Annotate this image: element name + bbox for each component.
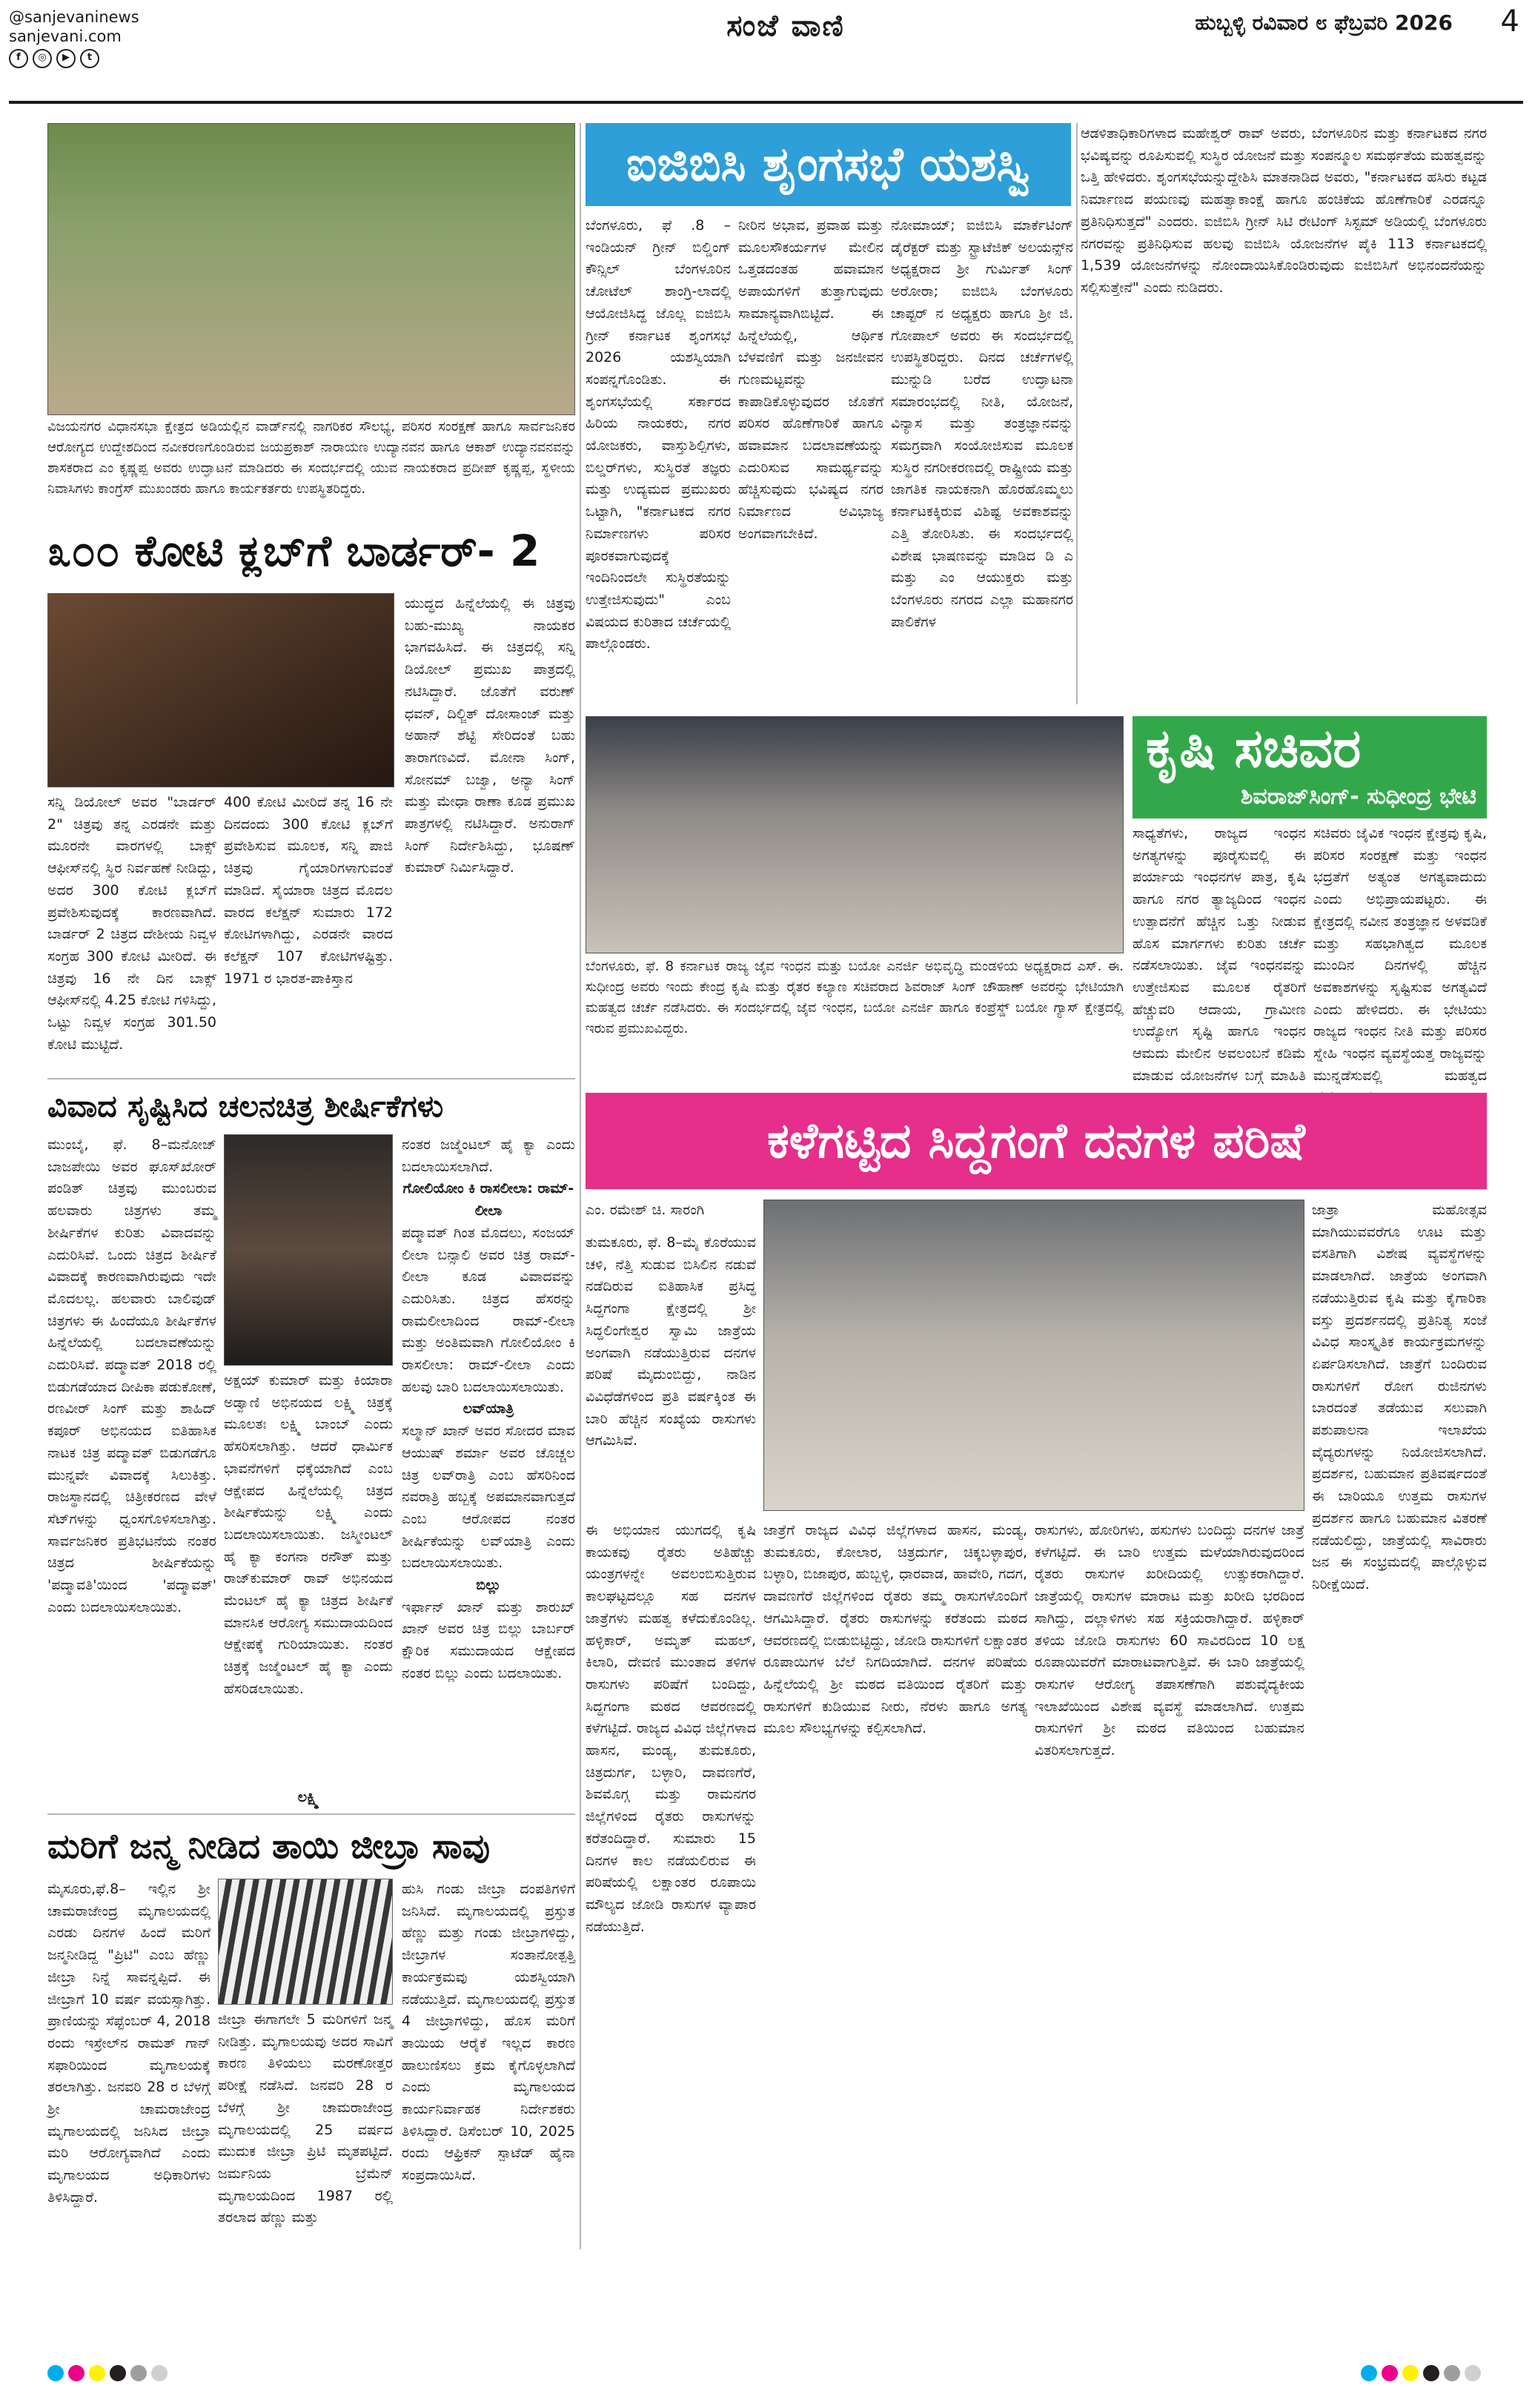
registration-dot: [1402, 2365, 1419, 2381]
registration-dot: [89, 2365, 105, 2381]
twitter-icon[interactable]: t: [80, 49, 99, 68]
newspaper-logo: ಸಂಜೆ ವಾಣಿ: [726, 9, 845, 43]
krishi-meeting-photo: [586, 716, 1124, 953]
border2-column-2: 400 ಕೋಟಿ ಮೀರಿದೆ ತನ್ನ 16 ನೇ ದಿನದಂದು 300 ಕೋಟಿ ಕ್ಲಬ್‌ಗೆ ಪ್ರವೇಶಿಸುವ ಮೂಲಕ, ಸನ್ನಿ ಪಾಜಿ ಚಿತ್ರವು ಗೈಯಾರಿಗಳಾಗುವಂತೆ ಮಾಡಿದೆ. ಸೈಯಾರಾ ಚಿತ್ರದ ಮೊದಲ ವಾರದ ಕಲೆಕ್ಷನ್ ಸುಮಾರು 172 ಕೋಟಿಗಳಾಗಿದ್ದು, ಎರಡನೇ ವಾರದ ಕಲೆಕ್ಷನ್ 107 ಕೋಟಿಗಳಷ್ಟಿತ್ತು. 1971 ರ ಭಾರತ-ಪಾಕಿಸ್ತಾನ: [224, 794, 393, 987]
siddaganga-column-1-top: ತುಮಕೂರು, ಫೆ. 8–ಮೈ ಕೊರೆಯುವ ಚಳಿ, ನೆತ್ತಿ ಸುಡುವ ಬಿಸಿಲಿನ ನಡುವೆ ನಡೆದಿರುವ ಐತಿಹಾಸಿಕ ಪ್ರಸಿದ್ಧ ಸಿದ್ದಗಂಗಾ ಕ್ಷೇತ್ರದಲ್ಲಿ ಶ್ರೀ ಸಿದ್ದಲಿಂಗೇಶ್ವರ ಸ್ವಾಮಿ ಜಾತ್ರೆಯ ಅಂಗವಾಗಿ ನಡೆಯುತ್ತಿರುವ ದನಗಳ ಪರಿಷೆ ಮೈದುಂಬಿದ್ದು, ನಾಡಿನ ವಿವಿಧೆಡೆಗಳಿಂದ ಪ್ರತಿ ವರ್ಷಕ್ಕಿಂತ ಈ ಬಾರಿ ಹೆಚ್ಚಿನ ಸಂಖ್ಯೆಯ ರಾಸುಗಳು ಆಗಮಿಸಿವೆ.: [586, 1234, 756, 1449]
krishi-headline: ಕೃಷಿ ಸಚಿವರ: [1146, 717, 1362, 779]
dateline: ಹುಬ್ಬಳ್ಳಿ ರವಿವಾರ ೮ ಫೆಬ್ರವರಿ 2026: [1195, 10, 1453, 35]
registration-dot: [1465, 2365, 1481, 2381]
section-divider: [47, 1078, 575, 1079]
krishi-subheadline: ಶಿವರಾಜ್‌ಸಿಂಗ್- ಸುಧೀಂದ್ರ ಭೇಟಿ: [1241, 784, 1476, 810]
igbc-column-2: ನೀರಿನ ಅಭಾವ, ಪ್ರವಾಹ ಮತ್ತು ಮೂಲಸೌಕರ್ಯಗಳ ಮೇಲಿನ ಒತ್ತಡದಂತಹ ಹವಾಮಾನ ಅಪಾಯಗಳಿಗೆ ತುತ್ತಾಗುವುದು ಸಾಮಾನ್ಯವಾಗಿಬಿಟ್ಟಿದೆ. ಈ ಹಿನ್ನೆಲೆಯಲ್ಲಿ, ಆರ್ಥಿಕ ಬೆಳವಣಿಗೆ ಮತ್ತು ಜನಜೀವನ ಗುಣಮಟ್ಟವನ್ನು ಕಾಪಾಡಿಕೊಳ್ಳುವುದರ ಜೊತೆಗೆ ಪರಿಸರ ಹೊಣೆಗಾರಿಕೆ ಹಾಗೂ ಹವಾಮಾನ ಬದಲಾವಣೆಯನ್ನು ಎದುರಿಸುವ ಸಾಮರ್ಥ್ಯವನ್ನು ಹೆಚ್ಚಿಸುವುದು ಭವಿಷ್ಯದ ನಗರ ನಿರ್ಮಾಣದ ಅವಿಭಾಜ್ಯ ಅಂಗವಾಗಬೇಕಿದೆ.: [738, 217, 883, 542]
krishi-headline-banner: [1133, 716, 1487, 818]
registration-dot: [1382, 2365, 1398, 2381]
siddaganga-column-3: ರಾಸುಗಳು, ಹೋರಿಗಳು, ಹಸುಗಳು ಬಂದಿದ್ದು ದನಗಳ ಜಾತ್ರೆ ಕಳೆಗಟ್ಟಿದೆ. ಈ ಬಾರಿ ಉತ್ತಮ ಮಳೆಯಾಗಿರುವುದರಿಂದ ರೈತರು ರಾಸುಗಳ ಖರೀದಿಯಲ್ಲಿ ಉತ್ಸುಕರಾಗಿದ್ದಾರೆ. ಜಾತ್ರೆಯಲ್ಲಿ ರಾಸುಗಳ ಮಾರಾಟ ಮತ್ತು ಖರೀದಿ ಭರದಿಂದ ಸಾಗಿದ್ದು, ದಲ್ಲಾಳಿಗಳು ಸಹ ಸಕ್ರಿಯರಾಗಿದ್ದಾರೆ. ಹಳ್ಳಿಕಾರ್ ತಳಿಯ ಜೋಡಿ ರಾಸುಗಳು 60 ಸಾವಿರದಿಂದ 10 ಲಕ್ಷ ರೂಪಾಯಿವರೆಗೆ ಮಾರಾಟವಾಗುತ್ತಿವೆ. ಈ ಬಾರಿ ಜಾತ್ರೆಯಲ್ಲಿ ರಾಸುಗಳ ಆರೋಗ್ಯ ತಪಾಸಣೆಗಾಗಿ ಪಶುವೈದ್ಯಕೀಯ ಇಲಾಖೆಯಿಂದ ವಿಶೇಷ ವ್ಯವಸ್ಥೆ ಮಾಡಲಾಗಿದೆ. ಉತ್ತಮ ರಾಸುಗಳಿಗೆ ಶ್ರೀ ಮಠದ ವತಿಯಿಂದ ಬಹುಮಾನ ವಿತರಿಸಲಾಗುತ್ತದೆ.: [1035, 1522, 1304, 1759]
zebra-photo: [218, 1879, 393, 2005]
instagram-icon[interactable]: ◎: [33, 49, 52, 68]
vivada-column-1: ಮುಂಬೈ, ಫೆ. 8–ಮನೋಜ್ ಬಾಜಪೇಯಿ ಅವರ ಘೂಸ್‌ಖೋರ್ ಪಂಡಿತ್ ಚಿತ್ರವು ಮುಂಬರುವ ಹಲವಾರು ಚಿತ್ರಗಳು ತಮ್ಮ ಶೀರ್ಷಿಕೆಗಳ ಕುರಿತು ವಿವಾದವನ್ನು ಎದುರಿಸಿವೆ. ಒಂದು ಚಿತ್ರದ ಶೀರ್ಷಿಕೆ ವಿವಾದಕ್ಕೆ ಕಾರಣವಾಗಿರುವುದು ಇದೇ ಮೊದಲಲ್ಲ. ಹಲವಾರು ಬಾಲಿವುಡ್ ಚಿತ್ರಗಳು ಈ ಹಿಂದೆಯೂ ಶೀರ್ಷಿಕೆಗಳ ಹಿನ್ನೆಲೆಯಲ್ಲಿ ಬದಲಾವಣೆಯನ್ನು ಎದುರಿಸಿವೆ. ಪದ್ಮಾವತ್ 2018 ರಲ್ಲಿ ಬಿಡುಗಡೆಯಾದ ದೀಪಿಕಾ ಪಡುಕೋಣೆ, ರಣವೀರ್ ಸಿಂಗ್ ಮತ್ತು ಶಾಹಿದ್ ಕಪೂರ್ ಅಭಿನಯದ ಐತಿಹಾಸಿಕ ನಾಟಕ ಚಿತ್ರ ಪದ್ಮಾವತ್ ಬಿಡುಗಡೆಗೂ ಮುನ್ನವೇ ವಿವಾದಕ್ಕೆ ಸಿಲುಕಿತ್ತು. ರಾಜಸ್ಥಾನದಲ್ಲಿ ಚಿತ್ರೀಕರಣದ ವೇಳೆ ಸೆಟ್‌ಗಳನ್ನು ಧ್ವಂಸಗೊಳಿಸಲಾಗಿತ್ತು. ಸಾರ್ವಜನಿಕರ ಪ್ರತಿಭಟನೆಯ ನಂತರ ಚಿತ್ರದ ಶೀರ್ಷಿಕೆಯನ್ನು 'ಪದ್ಮಾವತಿ'ಯಿಂದ 'ಪದ್ಮಾವತ್' ಎಂದು ಬದಲಾಯಿಸಲಾಯಿತು.: [47, 1137, 216, 1615]
registration-dot: [151, 2365, 168, 2381]
page-number: 4: [1500, 4, 1519, 39]
zebra-column-2: ಜೀಬ್ರಾ ಈಗಾಗಲೇ 5 ಮರಿಗಳಿಗೆ ಜನ್ಮ ನೀಡಿತ್ತು. ಮೃಗಾಲಯವು ಅದರ ಸಾವಿಗೆ ಕಾರಣ ತಿಳಿಯಲು ಮರಣೋತ್ತರ ಪರೀಕ್ಷೆ ನಡೆಸಿದೆ. ಜನವರಿ 28 ರ ಬೆಳಗ್ಗೆ ಶ್ರೀ ಚಾಮರಾಜೇಂದ್ರ ಮೃಗಾಲಯದಲ್ಲಿ 25 ವರ್ಷದ ಮುದುಕ ಜೀಬ್ರಾ ಪ್ರಿಟಿ ಮೃತಪಟ್ಟಿದೆ. ಜರ್ಮನಿಯ ಬ್ರೆಮೆನ್ ಮೃಗಾಲಯದಿಂದ 1987 ರಲ್ಲಿ ತರಲಾದ ಹೆಣ್ಣು ಮತ್ತು: [218, 2011, 393, 2226]
zebra-column-1: ಮೈಸೂರು,ಫೆ.8– ಇಲ್ಲಿನ ಶ್ರೀ ಚಾಮರಾಜೇಂದ್ರ ಮೃಗಾಲಯದಲ್ಲಿ ಎರಡು ದಿನಗಳ ಹಿಂದೆ ಮರಿಗೆ ಜನ್ಮನೀಡಿದ್ದ "ಪ್ರಿಟಿ" ಎಂಬ ಹೆಣ್ಣು ಜೀಬ್ರಾ ನಿನ್ನೆ ಸಾವನ್ನಪ್ಪಿದೆ. ಈ ಜೀಬ್ರಾಗೆ 10 ವರ್ಷ ವಯಸ್ಸಾಗಿತ್ತು. ಪ್ರಾಣಿಯನ್ನು ಸೆಪ್ಟೆಂಬರ್ 4, 2018 ರಂದು ಇಸ್ರೇಲ್‌ನ ರಾಮತ್ ಗಾನ್ ಸಫಾರಿಯಿಂದ ಮೃಗಾಲಯಕ್ಕೆ ತರಲಾಗಿತ್ತು. ಜನವರಿ 28 ರ ಬೆಳಗ್ಗೆ ಶ್ರೀ ಚಾಮರಾಜೇಂದ್ರ ಮೃಗಾಲಯದಲ್ಲಿ ಜನಿಸಿದ ಜೀಬ್ರಾ ಮರಿ ಆರೋಗ್ಯವಾಗಿದೆ ಎಂದು ಮೃಗಾಲಯದ ಅಧಿಕಾರಿಗಳು ತಿಳಿಸಿದ್ದಾರೆ.: [47, 1881, 210, 2206]
website-link[interactable]: sanjevani.com: [9, 27, 122, 45]
siddaganga-column-1-bottom: ಈ ಅಭಿಯಾನ ಯುಗದಲ್ಲಿ ಕೃಷಿ ಕಾಯಕವು ರೈತರು ಅತಿಹೆಚ್ಚು ಯಂತ್ರಗಳನ್ನೇ ಅವಲಂಬಿಸುತ್ತಿರುವ ಕಾಲಘಟ್ಟದಲ್ಲೂ ಸಹ ದನಗಳ ಜಾತ್ರೆಗಳು ಮಹತ್ವ ಕಳೆದುಕೊಂಡಿಲ್ಲ. ಹಳ್ಳಿಕಾರ್, ಅಮೃತ್ ಮಹಲ್, ಕಿಲಾರಿ, ದೇವಣಿ ಮುಂತಾದ ತಳಿಗಳ ರಾಸುಗಳು ಪರಿಷೆಗೆ ಬಂದಿದ್ದು, ಸಿದ್ದಗಂಗಾ ಮಠದ ಆವರಣದಲ್ಲಿ ಕಳೆಗಟ್ಟಿದೆ. ರಾಜ್ಯದ ವಿವಿಧ ಜಿಲ್ಲೆಗಳಾದ ಹಾಸನ, ಮಂಡ್ಯ, ತುಮಕೂರು, ಚಿತ್ರದುರ್ಗ, ಬಳ್ಳಾರಿ, ದಾವಣಗೆರೆ, ಶಿವಮೊಗ್ಗ ಮತ್ತು ರಾಮನಗರ ಜಿಲ್ಲೆಗಳಿಂದ ರೈತರು ರಾಸುಗಳನ್ನು ಕರೆತಂದಿದ್ದಾರೆ. ಸುಮಾರು 15 ದಿನಗಳ ಕಾಲ ನಡೆಯಲಿರುವ ಈ ಪರಿಷೆಯಲ್ಲಿ ಲಕ್ಷಾಂತರ ರೂಪಾಯಿ ಮೌಲ್ಯದ ಜೋಡಿ ರಾಸುಗಳ ವ್ಯಾಪಾರ ನಡೆಯುತ್ತಿದೆ.: [586, 1522, 756, 1935]
park-inauguration-photo: [47, 123, 575, 415]
registration-dot: [1444, 2365, 1460, 2381]
registration-dot: [1423, 2365, 1439, 2381]
social-icons: [9, 49, 253, 68]
vivada-column-2-sign: ಲಕ್ಷ್ಮಿ: [297, 1789, 319, 1805]
park-photo-caption: ವಿಜಯನಗರ ವಿಧಾನಸಭಾ ಕ್ಷೇತ್ರದ ಅಡಿಯಲ್ಲಿನ ವಾರ್ಡ್‌ನಲ್ಲಿ ನಾಗರಿಕರ ಸೌಲಭ್ಯ, ಪರಿಸರ ಸಂರಕ್ಷಣೆ ಹಾಗೂ ಸಾರ್ವಜನಿಕರ ಆರೋಗ್ಯದ ಉದ್ದೇಶದಿಂದ ನವೀಕರಣಗೊಂಡಿರುವ ಜಯಪ್ರಕಾಶ್ ನಾರಾಯಣ ಉದ್ಯಾನವನ ಹಾಗೂ ಆಕಾಶ್ ಉದ್ಯಾನವನವನ್ನು ಶಾಸಕರಾದ ಎಂ ಕೃಷ್ಣಪ್ಪ ಅವರು ಉದ್ಘಾಟನೆ ಮಾಡಿದರು ಈ ಸಂದರ್ಭದಲ್ಲಿ ಯುವ ನಾಯಕರಾದ ಪ್ರದೀಪ್ ಕೃಷ್ಣಪ್ಪ, ಸ್ಥಳೀಯ ನಿವಾಸಿಗಳು ಕಾಂಗ್ರೆಸ್ ಮುಖಂಡರು ಹಾಗೂ ಕಾರ್ಯಕರ್ತರು ಉಪಸ್ಥಿತರಿದ್ದರು.: [47, 419, 575, 497]
krishi-column-1: ಸಾಧ್ಯತೆಗಳು, ರಾಜ್ಯದ ಇಂಧನ ಅಗತ್ಯಗಳನ್ನು ಪೂರೈಸುವಲ್ಲಿ ಈ ಪರ್ಯಾಯ ಇಂಧನಗಳ ಪಾತ್ರ, ಕೃಷಿ ಹಾಗೂ ನಗರ ತ್ಯಾಜ್ಯದಿಂದ ಇಂಧನ ಉತ್ಪಾದನೆಗೆ ಹೆಚ್ಚಿನ ಒತ್ತು ನೀಡುವ ಹೊಸ ಮಾರ್ಗಗಳು ಕುರಿತು ಚರ್ಚೆ ನಡೆಸಲಾಯಿತು. ಜೈವ ಇಂಧನವನ್ನು ಉತ್ತೇಜಿಸುವ ಮೂಲಕ ರೈತರಿಗೆ ಹೆಚ್ಚುವರಿ ಆದಾಯ, ಗ್ರಾಮೀಣ ಉದ್ಯೋಗ ಸೃಷ್ಟಿ ಹಾಗೂ ಇಂಧನ ಆಮದು ಮೇಲಿನ ಅವಲಂಬನೆ ಕಡಿಮೆ ಮಾಡುವ ಯೋಜನೆಗಳ ಬಗ್ಗೆ ಮಾಹಿತಿ: [1133, 825, 1306, 1084]
vivada-column-2: ಅಕ್ಷಯ್ ಕುಮಾರ್ ಮತ್ತು ಕಿಯಾರಾ ಅಡ್ವಾಣಿ ಅಭಿನಯದ ಲಕ್ಷ್ಮಿ ಚಿತ್ರಕ್ಕೆ ಮೂಲತಃ ಲಕ್ಷ್ಮಿ ಬಾಂಬ್ ಎಂದು ಹೆಸರಿಸಲಾಗಿತ್ತು. ಆದರೆ ಧಾರ್ಮಿಕ ಭಾವನೆಗಳಿಗೆ ಧಕ್ಕೆಯಾಗಿದೆ ಎಂಬ ಆಕ್ಷೇಪದ ಹಿನ್ನೆಲೆಯಲ್ಲಿ ಚಿತ್ರದ ಶೀರ್ಷಿಕೆಯನ್ನು ಲಕ್ಷ್ಮಿ ಎಂದು ಬದಲಾಯಿಸಲಾಯಿತು. ಜಸ್ಮೀಂಟಲ್ ಹೈ ಕ್ಯಾ ಕಂಗನಾ ರನೌತ್ ಮತ್ತು ರಾಜ್‌ಕುಮಾರ್ ರಾವ್ ಅಭಿನಯದ ಮೆಂಟಲ್ ಹೈ ಕ್ಯಾ ಚಿತ್ರದ ಶೀರ್ಷಿಕೆ ಮಾನಸಿಕ ಆರೋಗ್ಯ ಸಮುದಾಯದಿಂದ ಆಕ್ಷೇಪಕ್ಕೆ ಗುರಿಯಾಯಿತು. ನಂತರ ಚಿತ್ರಕ್ಕೆ ಜಜ್ಮೆಂಟಲ್ ಹೈ ಕ್ಯಾ ಎಂದು ಹೆಸರಿಡಲಾಯಿತು.: [224, 1372, 393, 1697]
siddaganga-column-2: ಜಾತ್ರೆಗೆ ರಾಜ್ಯದ ವಿವಿಧ ಜಿಲ್ಲೆಗಳಾದ ಹಾಸನ, ಮಂಡ್ಯ, ತುಮಕೂರು, ಕೋಲಾರ, ಚಿತ್ರದುರ್ಗ, ಚಿಕ್ಕಬಳ್ಳಾಪುರ, ಬಳ್ಳಾರಿ, ಬಿಜಾಪುರ, ಹುಬ್ಬಳ್ಳಿ, ಧಾರವಾಡ, ಹಾವೇರಿ, ಗದಗ, ದಾವಣಗೆರೆ ಜಿಲ್ಲೆಗಳಿಂದ ರೈತರು ತಮ್ಮ ರಾಸುಗಳೊಂದಿಗೆ ಆಗಮಿಸಿದ್ದಾರೆ. ರೈತರು ರಾಸುಗಳನ್ನು ಕರೆತಂದು ಮಠದ ಆವರಣದಲ್ಲಿ ಬೀಡುಬಿಟ್ಟಿದ್ದು, ಜೋಡಿ ರಾಸುಗಳಿಗೆ ಲಕ್ಷಾಂತರ ರೂಪಾಯಿಗಳ ಬೆಲೆ ನಿಗದಿಯಾಗಿದೆ. ದನಗಳ ಪರಿಷೆಯ ಹಿನ್ನೆಲೆಯಲ್ಲಿ ಶ್ರೀ ಮಠದ ವತಿಯಿಂದ ರೈತರಿಗೆ ಮತ್ತು ರಾಸುಗಳಿಗೆ ಕುಡಿಯುವ ನೀರು, ನೆರಳು ಹಾಗೂ ಅಗತ್ಯ ಮೂಲ ಸೌಲಭ್ಯಗಳನ್ನು ಕಲ್ಪಿಸಲಾಗಿದೆ.: [763, 1522, 1027, 1737]
border2-column-1: ಸನ್ನಿ ಡಿಯೋಲ್ ಅವರ "ಬಾರ್ಡರ್ 2" ಚಿತ್ರವು ತನ್ನ ಎರಡನೇ ಮತ್ತು ಮೂರನೇ ವಾರಗಳಲ್ಲಿ ಬಾಕ್ಸ್ ಆಫೀಸ್‌ನಲ್ಲಿ ಸ್ಥಿರ ನಿರ್ವಹಣೆ ನೀಡಿದ್ದು, ಅದರ 300 ಕೋಟಿ ಕ್ಲಬ್‌ಗೆ ಪ್ರವೇಶಿಸುವುದಕ್ಕೆ ಕಾರಣವಾಗಿದೆ. ಬಾರ್ಡರ್ 2 ಚಿತ್ರದ ದೇಶೀಯ ನಿವ್ವಳ ಸಂಗ್ರಹ 300 ಕೋಟಿ ಮೀರಿದೆ. ಈ ಚಿತ್ರವು 16 ನೇ ದಿನ ಬಾಕ್ಸ್ ಆಫೀಸ್‌ನಲ್ಲಿ 4.25 ಕೋಟಿ ಗಳಿಸಿದ್ದು, ಒಟ್ಟು ನಿವ್ವಳ ಸಂಗ್ರಹ 301.50 ಕೋಟಿ ಮುಟ್ಟಿದೆ.: [47, 794, 216, 1053]
registration-marks-left: [47, 2365, 255, 2387]
youtube-icon[interactable]: ▶: [56, 49, 76, 68]
border2-movie-still: [47, 593, 394, 787]
facebook-icon[interactable]: f: [9, 49, 28, 68]
registration-dot: [1361, 2365, 1377, 2381]
igbc-column-1: ಬೆಂಗಳೂರು, ಫೆ .8 – ಇಂಡಿಯನ್ ಗ್ರೀನ್ ಬಿಲ್ಡಿಂಗ್ ಕೌನ್ಸಿಲ್ ಬೆಂಗಳೂರಿನ ಚೋಟೆಲ್ ಶಾಂಗ್ರಿ-ಲಾದಲ್ಲಿ ಆಯೋಜಿಸಿದ್ದ ಜೊಲ್ಲ ಐಜಿಬಿಸಿ ಗ್ರೀನ್ ಕರ್ನಾಟಕ ಶೃಂಗಸಭೆ 2026 ಯಶಸ್ವಿಯಾಗಿ ಸಂಪನ್ನಗೊಂಡಿತು. ಈ ಶೃಂಗಸಭೆಯಲ್ಲಿ ಸರ್ಕಾರದ ಹಿರಿಯ ನಾಯಕರು, ನಗರ ಯೋಜಕರು, ವಾಸ್ತುಶಿಲ್ಪಿಗಳು, ಬಿಲ್ಡರ್‌ಗಳು, ಸುಸ್ಥಿರತೆ ತಜ್ಞರು ಮತ್ತು ಉದ್ಯಮದ ಪ್ರಮುಖರು ಒಟ್ಟಾಗಿ, "ಕರ್ನಾಟಕದ ನಗರ ನಿರ್ಮಾಣಗಳು ಪರಿಸರ ಪೂರಕವಾಗುವುದಕ್ಕೆ ಇಂದಿನಿಂದಲೇ ಸುಸ್ಥಿರತೆಯನ್ನು ಉತ್ತೇಜಿಸುವುದು" ಎಂಬ ವಿಷಯದ ಕುರಿತಾದ ಚರ್ಚೆಯಲ್ಲಿ ಪಾಲ್ಗೊಂಡರು.: [586, 217, 731, 652]
zebra-column-3: ಹುಸಿ ಗಂಡು ಜೀಬ್ರಾ ದಂಪತಿಗಳಿಗೆ ಜನಿಸಿದೆ. ಮೃಗಾಲಯದಲ್ಲಿ ಪ್ರಸ್ತುತ ಹೆಣ್ಣು ಮತ್ತು ಗಂಡು ಜೀಬ್ರಾಗಳಿದ್ದು, ಜೀಬ್ರಾಗಳ ಸಂತಾನೋತ್ಪತ್ತಿ ಕಾರ್ಯಕ್ರಮವು ಯಶಸ್ವಿಯಾಗಿ ನಡೆಯುತ್ತಿದೆ. ಮೃಗಾಲಯದಲ್ಲಿ ಪ್ರಸ್ತುತ 4 ಜೀಬ್ರಾಗಳಿದ್ದು, ಹೊಸ ಮರಿಗೆ ತಾಯಿಯ ಆರೈಕೆ ಇಲ್ಲದ ಕಾರಣ ಹಾಲುಣಿಸಲು ಕ್ರಮ ಕೈಗೊಳ್ಳಲಾಗಿದೆ ಎಂದು ಮೃಗಾಲಯದ ಕಾರ್ಯನಿರ್ವಾಹಕ ನಿರ್ದೇಶಕರು ತಿಳಿಸಿದ್ದಾರೆ. ಡಿಸೆಂಬರ್ 10, 2025 ರಂದು ಆಫ್ರಿಕನ್ ಸ್ಪಾಟೆಡ್ ಹೈನಾ ಸಂಪ್ರದಾಯಿಸಿದೆ.: [402, 1881, 575, 2184]
zebra-headline: ಮರಿಗೆ ಜನ್ಮ ನೀಡಿದ ತಾಯಿ ಜೀಬ್ರಾ ಸಾವು: [47, 1826, 491, 1866]
section-divider: [47, 1813, 575, 1815]
registration-dot: [47, 2365, 64, 2381]
vivada-headline: ವಿವಾದ ಸೃಷ್ಟಿಸಿದ ಚಲನಚಿತ್ರ ಶೀರ್ಷಿಕೆಗಳು: [47, 1088, 444, 1124]
actor-portrait-photo: [224, 1134, 393, 1366]
registration-marks-right: [1361, 2365, 1524, 2387]
siddaganga-column-4: ಜಾತ್ರಾ ಮಹೋತ್ಸವ ಮಾಗಿಯುವವರೆಗೂ ಊಟ ಮತ್ತು ವಸತಿಗಾಗಿ ವಿಶೇಷ ವ್ಯವಸ್ಥೆಗಳನ್ನು ಮಾಡಲಾಗಿದೆ. ಜಾತ್ರೆಯ ಅಂಗವಾಗಿ ನಡೆಯುತ್ತಿರುವ ಕೃಷಿ ಮತ್ತು ಕೈಗಾರಿಕಾ ವಸ್ತು ಪ್ರದರ್ಶನದಲ್ಲಿ ಪ್ರತಿನಿತ್ಯ ಸಂಜೆ ವಿವಿಧ ಸಾಂಸ್ಕೃತಿಕ ಕಾರ್ಯಕ್ರಮಗಳನ್ನು ಏರ್ಪಡಿಸಲಾಗಿದೆ. ಜಾತ್ರೆಗೆ ಬಂದಿರುವ ರಾಸುಗಳಿಗೆ ರೋಗ ರುಜಿನಗಳು ಬಾರದಂತೆ ತಡೆಯುವ ಸಲುವಾಗಿ ಪಶುಪಾಲನಾ ಇಲಾಖೆಯ ವೈದ್ಯರುಗಳನ್ನು ನಿಯೋಜಿಸಲಾಗಿದೆ. ಪ್ರದರ್ಶನ, ಬಹುಮಾನ ಪ್ರತಿವರ್ಷದಂತೆ ಈ ಬಾರಿಯೂ ಉತ್ತಮ ರಾಸುಗಳ ಪ್ರದರ್ಶನ ಹಾಗೂ ಬಹುಮಾನ ವಿತರಣೆ ನಡೆಯಲಿದ್ದು, ಜಾತ್ರೆಯಲ್ಲಿ ಸಾವಿರಾರು ಜನ ಈ ಸಂಭ್ರಮದಲ್ಲಿ ಪಾಲ್ಗೊಳ್ಳುವ ನಿರೀಕ್ಷೆಯಿದೆ.: [1312, 1202, 1487, 1592]
siddaganga-headline: ಕಳೆಗಟ್ಟಿದ ಸಿದ್ದಗಂಗೆ ದನಗಳ ಪರಿಷೆ: [586, 1093, 1487, 1189]
border2-column-3: ಯುದ್ಧದ ಹಿನ್ನೆಲೆಯಲ್ಲಿ ಈ ಚಿತ್ರವು ಬಹು-ಮುಖ್ಯ ನಾಯಕರ ಭಾಗವಹಿಸಿದೆ. ಈ ಚಿತ್ರದಲ್ಲಿ ಸನ್ನಿ ಡಿಯೋಲ್ ಪ್ರಮುಖ ಪಾತ್ರದಲ್ಲಿ ನಟಿಸಿದ್ದಾರೆ. ಜೊತೆಗೆ ವರುಣ್ ಧವನ್, ದಿಲ್ಜಿತ್ ದೋಸಾಂಜ್ ಮತ್ತು ಅಹಾನ್ ಶೆಟ್ಟಿ ಸೇರಿದಂತೆ ಬಹು ತಾರಾಗಣವಿದೆ. ಮೋನಾ ಸಿಂಗ್, ಸೋನಮ್ ಬಜ್ವಾ, ಅನ್ಯಾ ಸಿಂಗ್ ಮತ್ತು ಮೇಧಾ ರಾಣಾ ಕೂಡ ಪ್ರಮುಖ ಪಾತ್ರಗಳಲ್ಲಿ ನಟಿಸಿದ್ದಾರೆ. ಅನುರಾಗ್ ಸಿಂಗ್ ನಿರ್ದೇಶಿಸಿದ್ದು, ಭೂಷಣ್ ಕುಮಾರ್ ನಿರ್ಮಿಸಿದ್ದಾರೆ.: [405, 595, 575, 876]
krishi-column-2: ಸಚಿವರು ಜೈವಿಕ ಇಂಧನ ಕ್ಷೇತ್ರವು ಕೃಷಿ, ಪರಿಸರ ಸಂರಕ್ಷಣೆ ಮತ್ತು ಇಂಧನ ಭದ್ರತೆಗೆ ಅತ್ಯಂತ ಅಗತ್ಯವಾದುದು ಎಂದು ಅಭಿಪ್ರಾಯಪಟ್ಟರು. ಈ ಕ್ಷೇತ್ರದಲ್ಲಿ ನವೀನ ತಂತ್ರಜ್ಞಾನ ಅಳವಡಿಕೆ ಮತ್ತು ಸಹಭಾಗಿತ್ವದ ಮೂಲಕ ಮುಂದಿನ ದಿನಗಳಲ್ಲಿ ಹೆಚ್ಚಿನ ಅವಕಾಶಗಳನ್ನು ಸೃಷ್ಟಿಸುವ ಅಗತ್ಯವಿದೆ ಎಂದು ಹೇಳಿದರು. ಈ ಭೇಟಿಯು ರಾಜ್ಯದ ಇಂಧನ ನೀತಿ ಮತ್ತು ಪರಿಸರ ಸ್ನೇಹಿ ಇಂಧನ ವ್ಯವಸ್ಥೆಯತ್ತ ರಾಜ್ಯವನ್ನು ಮುನ್ನಡೆಸುವಲ್ಲಿ ಮಹತ್ವದ: [1313, 825, 1487, 1084]
cattle-fair-photo: [763, 1200, 1304, 1511]
registration-dot: [110, 2365, 126, 2381]
page-divider: [580, 123, 581, 2249]
registration-dot: [68, 2365, 84, 2381]
registration-dot: [130, 2365, 147, 2381]
igbc-headline: ಐಜಿಬಿಸಿ ಶೃಂಗಸಭೆ ಯಶಸ್ವಿ: [586, 123, 1071, 206]
column-divider: [1076, 123, 1078, 704]
masthead-rule: [9, 101, 1523, 104]
igbc-column-3: ನೋಮಾಯ್; ಐಜಿಬಿಸಿ ಮಾರ್ಕೆಟಿಂಗ್ ಡೈರೆಕ್ಟರ್ ಮತ್ತು ಸ್ಟ್ರಾಟೆಜಿಕ್ ಅಲಯನ್ಸ್‌ನ ಅಧ್ಯಕ್ಷರಾದ ಶ್ರೀ ಗುರ್ಮಿತ್ ಸಿಂಗ್ ಅರೋರಾ; ಐಜಿಬಿಸಿ ಬೆಂಗಳೂರು ಚಾಪ್ಟರ್ ನ ಅಧ್ಯಕ್ಷರು ಹಾಗೂ ಶ್ರೀ ಜಿ. ಗೋಪಾಲ್ ಅವರು ಈ ಸಂದರ್ಭದಲ್ಲಿ ಉಪಸ್ಥಿತರಿದ್ದರು. ದಿನದ ಚರ್ಚೆಗಳಲ್ಲಿ ಮುನ್ನುಡಿ ಬರೆದ ಉದ್ಘಾಟನಾ ಸಮಾರಂಭದಲ್ಲಿ ನೀತಿ, ಯೋಜನೆ, ವಿನ್ಯಾಸ ಮತ್ತು ತಂತ್ರಜ್ಞಾನವನ್ನು ಸಮಗ್ರವಾಗಿ ಸಂಯೋಜಿಸುವ ಮೂಲಕ ಸುಸ್ಥಿರ ನಗರೀಕರಣದಲ್ಲಿ ರಾಷ್ಟ್ರೀಯ ಮತ್ತು ಜಾಗತಿಕ ನಾಯಕನಾಗಿ ಹೊರಹೊಮ್ಮಲು ಕರ್ನಾಟಕಕ್ಕಿರುವ ವಿಶಿಷ್ಟ ಅವಕಾಶವನ್ನು ಎತ್ತಿ ತೋರಿಸಿತು. ಈ ಸಂದರ್ಭದಲ್ಲಿ ವಿಶೇಷ ಭಾಷಣವನ್ನು ಮಾಡಿದ ಡಿ ಎ ಮತ್ತು ಎಂ ಆಯುಕ್ತರು ಮತ್ತು ಬೆಂಗಳೂರು ನಗರದ ಎಲ್ಲಾ ಮಹಾನಗರ ಪಾಲಿಕೆಗಳ: [891, 217, 1073, 630]
igbc-column-4: ಆಡಳಿತಾಧಿಕಾರಿಗಳಾದ ಮಹೇಶ್ವರ್ ರಾವ್ ಅವರು, ಬೆಂಗಳೂರಿನ ಮತ್ತು ಕರ್ನಾಟಕದ ನಗರ ಭವಿಷ್ಯವನ್ನು ರೂಪಿಸುವಲ್ಲಿ ಸುಸ್ಥಿರ ಯೋಜನೆ ಮತ್ತು ಸಂಪನ್ಮೂಲ ಸಮರ್ಥತೆಯ ಮಹತ್ವವನ್ನು ಒತ್ತಿ ಹೇಳಿದರು. ಶೃಂಗಸಭೆಯನ್ನುದ್ದೇಶಿಸಿ ಮಾತನಾಡಿದ ಅವರು, "ಕರ್ನಾಟಕದ ಹಸಿರು ಕಟ್ಟಡ ನಿರ್ಮಾಣದ ಪಯಣವು ಮಹತ್ವಾಕಾಂಕ್ಷೆ ಹಾಗೂ ಹಂಚಿಕೆಯ ಹೊಣೆಗಾರಿಕೆ ಎರಡನ್ನೂ ಪ್ರತಿನಿಧಿಸುತ್ತದೆ" ಎಂದರು. ಐಜಿಬಿಸಿ ಗ್ರೀನ್ ಸಿಟಿ ರೇಟಿಂಗ್ ಸಿಸ್ಟಮ್ ಅಡಿಯಲ್ಲಿ ಬೆಂಗಳೂರು ನಗರವನ್ನು ಪ್ರತಿನಿಧಿಸುವ ಹಲವು ಐಜಿಬಿಸಿ ಯೋಜನೆಗಳ ಪೈಕಿ 113 ಕರ್ನಾಟಕದಲ್ಲಿ 1,539 ಯೋಜನೆಗಳನ್ನು ನೋಂದಾಯಿಸಿಕೊಂಡಿರುವುದು ಐಜಿಬಿಸಿಗೆ ಅಭಿನಂದನೆಯನ್ನು ಸಲ್ಲಿಸುತ್ತೇನೆ" ಎಂದು ನುಡಿದರು.: [1081, 125, 1487, 296]
social-handle[interactable]: @sanjevaninews: [9, 8, 139, 26]
border2-headline: ೩೦೦ ಕೋಟಿ ಕ್ಲಬ್‌ಗೆ ಬಾರ್ಡರ್- 2: [47, 526, 540, 576]
krishi-photo-caption: ಬೆಂಗಳೂರು, ಫೆ. 8 ಕರ್ನಾಟಕ ರಾಜ್ಯ ಜೈವ ಇಂಧನ ಮತ್ತು ಬಯೋ ಎನರ್ಜಿ ಅಭಿವೃದ್ಧಿ ಮಂಡಳಿಯ ಅಧ್ಯಕ್ಷರಾದ ಎಸ್. ಈ. ಸುಧೀಂದ್ರ ಅವರು ಇಂದು ಕೇಂದ್ರ ಕೃಷಿ ಮತ್ತು ರೈತರ ಕಲ್ಯಾಣ ಸಚಿವರಾದ ಶಿವರಾಜ್ ಸಿಂಗ್ ಚೌಹಾಣ್ ಅವರನ್ನು ಭೇಟಿಯಾಗಿ ಮಹತ್ವದ ಚರ್ಚೆ ನಡೆಸಿದರು. ಈ ಸಂದರ್ಭದಲ್ಲಿ ಜೈವ ಇಂಧನ, ಬಯೋ ಎನರ್ಜಿ ಹಾಗೂ ಕಂಪ್ರೆಸ್ಡ್ ಬಯೋ ಗ್ಯಾಸ್ ಕ್ಷೇತ್ರದಲ್ಲಿ ಇರುವ ಪ್ರಮುಖವಿದ್ದರು.: [586, 959, 1124, 1036]
vivada-column-3: ನಂತರ ಜಜ್ಮೆಂಟಲ್ ಹೈ ಕ್ಯಾ ಎಂದು ಬದಲಾಯಿಸಲಾಗಿದೆ. ಗೋಲಿಯೋಂ ಕಿ ರಾಸಲೀಲಾ: ರಾಮ್-ಲೀಲಾ ಪದ್ಮಾವತ್ ಗಿಂತ ಮೊದಲು, ಸಂಜಯ್ ಲೀಲಾ ಬನ್ಸಾಲಿ ಅವರ ಚಿತ್ರ ರಾಮ್-ಲೀಲಾ ಕೂಡ ವಿವಾದವನ್ನು ಎದುರಿಸಿತು. ಚಿತ್ರದ ಹೆಸರನ್ನು ರಾಮಲೀಲಾದಿಂದ ರಾಮ್-ಲೀಲಾ ಮತ್ತು ಅಂತಿಮವಾಗಿ ಗೋಲಿಯೋಂ ಕಿ ರಾಸಲೀಲಾ: ರಾಮ್-ಲೀಲಾ ಎಂದು ಹಲವು ಬಾರಿ ಬದಲಾಯಿಸಲಾಯಿತು. ಲವ್‌ಯಾತ್ರಿ ಸಲ್ಮಾನ್ ಖಾನ್ ಅವರ ಸೋದರ ಮಾವ ಆಯುಷ್ ಶರ್ಮಾ ಅವರ ಚೊಚ್ಚಲ ಚಿತ್ರ ಲವ್‌ರಾತ್ರಿ ಎಂಬ ಹೆಸರಿನಿಂದ ನವರಾತ್ರಿ ಹಬ್ಬಕ್ಕೆ ಅಪಮಾನವಾಗುತ್ತದೆ ಎಂಬ ಆರೋಪದ ನಂತರ ಶೀರ್ಷಿಕೆಯನ್ನು ಲವ್‌ಯಾತ್ರಿ ಎಂದು ಬದಲಾಯಿಸಲಾಯಿತು. ಬಿಲ್ಲು ಇರ್ಫಾನ್ ಖಾನ್ ಮತ್ತು ಶಾರುಖ್ ಖಾನ್ ಅವರ ಚಿತ್ರ ಬಿಲ್ಲು ಬಾರ್ಬರ್ ಕ್ಷೌರಿಕ ಸಮುದಾಯದ ಆಕ್ಷೇಪದ ನಂತರ ಬಿಲ್ಲು ಎಂದು ಬದಲಾಯಿತು.: [402, 1137, 575, 1681]
siddaganga-byline: ಎಂ. ರಮೇಶ್ ಚಿ. ಸಾರಂಗಿ: [586, 1202, 705, 1218]
